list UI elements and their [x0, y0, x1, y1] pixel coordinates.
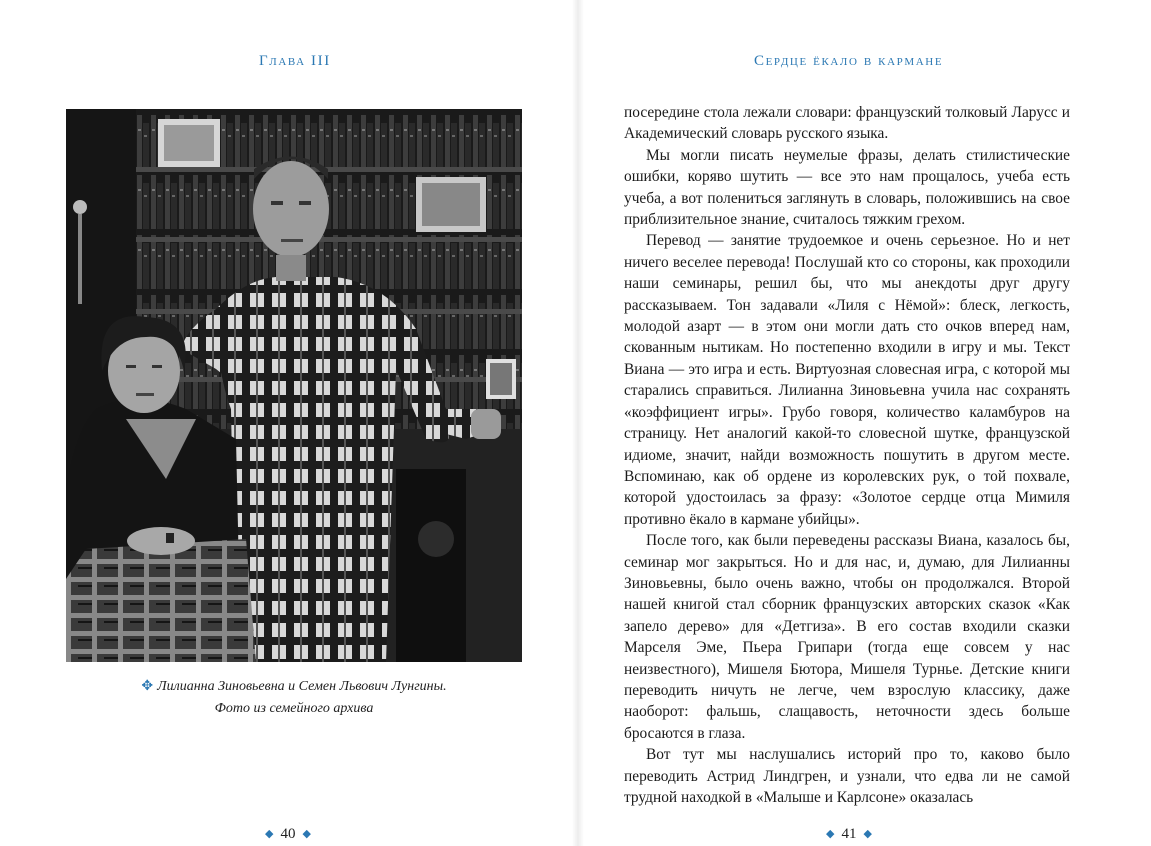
photo-of-two-people-icon [66, 109, 522, 662]
diamond-icon: ◆ [863, 828, 872, 840]
page-number-left [258, 826, 318, 843]
paragraph: Мы могли писать неумелые фразы, делать стилистические ошибки, коряво шутить — все это нам прощалось, учеба есть учеба, а вот полениться заглянуть в словарь, положившись на свое приблизительное знание, считалось тяжким грехом. [624, 146, 1070, 229]
caption-ornament-icon: ✥ [141, 679, 154, 694]
paragraph: посередине стола лежали словари: французский толковый Ларусс и Академический словарь русского языка. [624, 104, 1070, 143]
page-number-value: 40 [280, 826, 296, 842]
family-photo [66, 109, 522, 662]
photo-caption [66, 676, 522, 720]
caption-line-1: Лилианна Зиновьевна и Семен Львович Лунгины. [157, 679, 447, 694]
diamond-icon: ◆ [265, 828, 274, 840]
paragraph: Вот тут мы наслушались историй про то, каково было переводить Астрид Линдгрен, и узнали, что едва ли не самой трудной находкой в «Малыше и Карлсоне» оказалась [624, 746, 1070, 806]
running-head-right: Сердце ёкало в кармане [754, 53, 944, 69]
page-number-value: 41 [841, 826, 857, 842]
paragraph: Перевод — занятие трудоемкое и очень серьезное. Но и нет ничего веселее перевода! Послушай кто со стороны, как проходили наши семинары, решил бы, что мы анекдоты друг другу рассказываем. Тон задавали «Лиля с Нёмой»: блеск, легкость, молодой азарт — в этом они могли дать сто очков вперед нам, скованным нытикам. Но постепенно входили в игру и мы. Текст Виана — это игра и есть. Виртуозная словесная игра, с которой мы старались справиться. Лилианна Зиновьевна учила нас сохранять «коэффициент игры». Грубо говоря, количество каламбуров на страницу. Нет аналогий какой-то словесной шутке, французской идиоме, значит, найди возможность пошутить в другом месте. Вспоминаю, как об ордене из королевских рук, о той похвале, которой удостоилась за фразу: «Золотое сердце отца Мимиля противно ёкало в кармане убийцы». [624, 232, 1070, 528]
diamond-icon: ◆ [826, 828, 835, 840]
caption-line-2: Фото из семейного архива [214, 701, 374, 716]
running-head-left: Глава III [259, 53, 331, 69]
page-number-right [819, 826, 879, 843]
diamond-icon: ◆ [302, 828, 311, 840]
body-text [624, 102, 1070, 808]
right-page [578, 0, 1151, 846]
paragraph: После того, как были переведены рассказы Виана, казалось бы, семинар мог закрыться. Но и для нас, и, думаю, для Лилианны Зиновьевны, было очень важно, чтобы он продолжался. Второй нашей книгой стал сборник французских авторских сказок «Как запело дерево» для «Детгиза». В его состав входили сказки Марселя Эме, Пьера Грипари (тогда еще совсем у нас неизвестного), Мишеля Бютора, Мишеля Турнье. Детские книги переводить ничуть не легче, чем взрослую классику, даже наоборот: фальшь, слащавость, неточности здесь больше бросаются в глаза. [624, 532, 1070, 742]
